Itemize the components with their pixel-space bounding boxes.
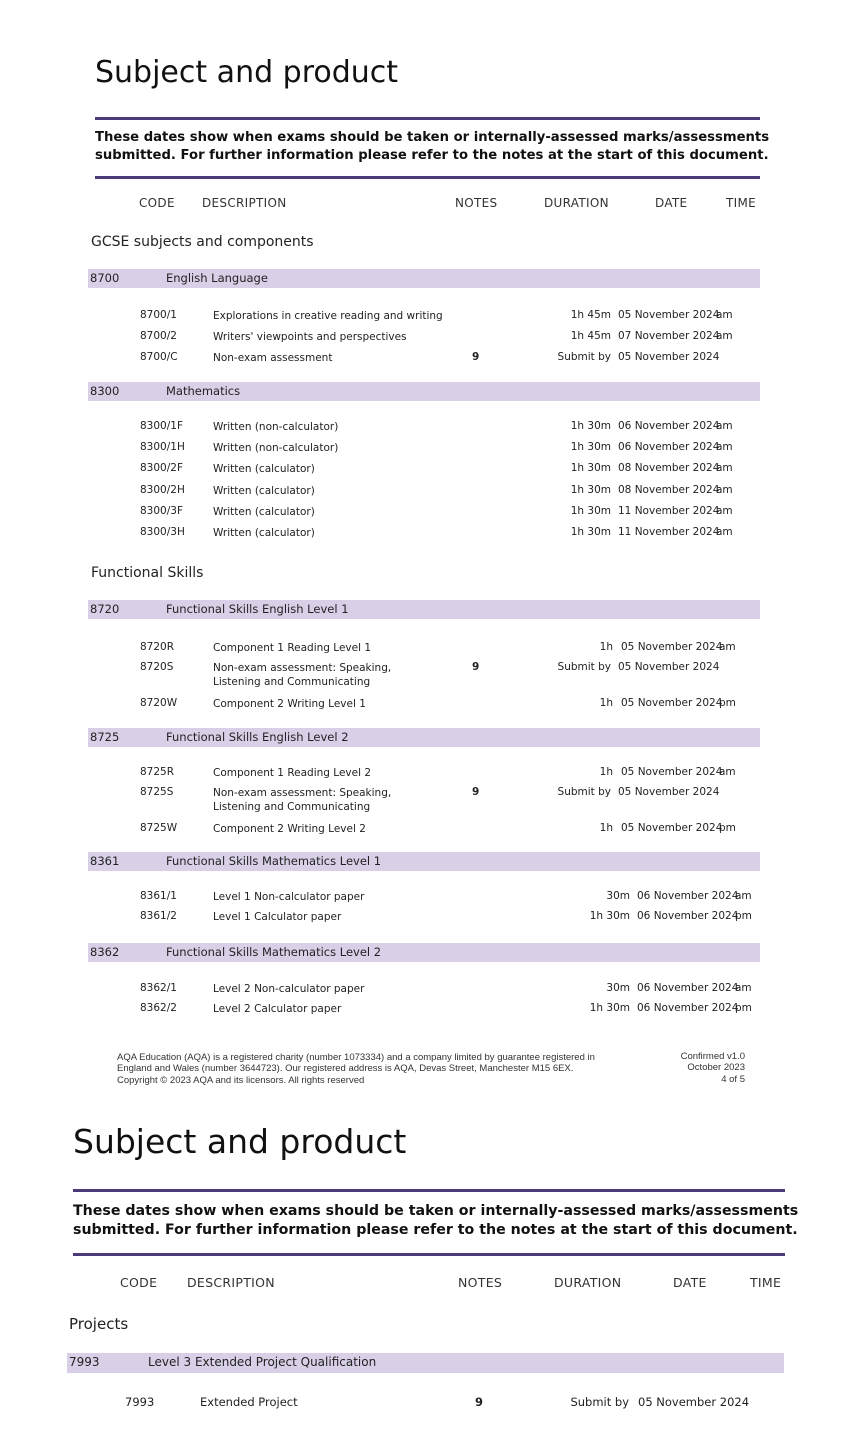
component-code: 8725W [140, 822, 178, 834]
component-description [213, 786, 391, 814]
component-duration: Submit by [557, 351, 611, 363]
component-duration: 1h [599, 766, 613, 778]
component-date: 05 November 2024 [638, 1395, 750, 1409]
subject-band [88, 728, 760, 747]
component-time: am [735, 982, 752, 994]
header-code: CODE [120, 1275, 158, 1290]
component-duration: 1h 30m [570, 462, 611, 474]
component-code: 8300/3H [140, 526, 185, 538]
component-duration: 1h 45m [570, 309, 611, 321]
component-code: 8362/2 [140, 1002, 177, 1014]
category-projects: Projects [69, 1315, 129, 1333]
header-description: DESCRIPTION [187, 1275, 275, 1290]
component-duration: Submit by [557, 786, 611, 798]
component-code: 8700/C [140, 351, 178, 363]
component-description: Component 1 Reading Level 1 [213, 642, 372, 654]
component-description: Written (non-calculator) [213, 421, 339, 433]
header-duration: DURATION [544, 196, 609, 210]
document-date: October 2023 [687, 1062, 745, 1074]
component-duration: 1h [599, 697, 613, 709]
footer-line-3: Copyright © 2023 AQA and its licensors. All rights reserved [117, 1074, 365, 1086]
intro-rule [95, 176, 760, 179]
component-notes: 9 [472, 786, 480, 798]
component-code: 8361/2 [140, 910, 177, 922]
component-time: am [716, 484, 733, 496]
description-line-2: Listening and Communicating [213, 801, 371, 814]
component-description: Component 2 Writing Level 1 [213, 698, 366, 710]
component-time: pm [719, 822, 736, 834]
component-duration: 30m [606, 890, 630, 902]
component-description: Written (calculator) [213, 463, 315, 475]
component-duration: 30m [606, 982, 630, 994]
header-date: DATE [655, 196, 688, 210]
component-date: 06 November 2024 [618, 441, 720, 453]
component-date: 06 November 2024 [618, 420, 720, 432]
component-description: Extended Project [200, 1395, 298, 1409]
component-duration: 1h 45m [570, 330, 611, 342]
component-code: 8700/2 [140, 330, 177, 342]
component-code: 8720W [140, 697, 178, 709]
subject-code: 8361 [90, 854, 120, 868]
component-description: Component 2 Writing Level 2 [213, 823, 366, 835]
component-duration: 1h 30m [570, 526, 611, 538]
component-description: Component 1 Reading Level 2 [213, 767, 372, 779]
subject-code: 8362 [90, 945, 120, 959]
header-code: CODE [139, 196, 175, 210]
component-time: pm [719, 697, 736, 709]
component-time: am [716, 505, 733, 517]
component-code: 8725S [140, 786, 174, 798]
page-title: Subject and product [73, 1122, 407, 1161]
header-duration: DURATION [554, 1275, 622, 1290]
component-time: am [716, 526, 733, 538]
subject-code: 8725 [90, 730, 120, 744]
document-status: Confirmed v1.0 [680, 1051, 745, 1062]
component-time: am [716, 441, 733, 453]
category-functional-skills: Functional Skills [91, 565, 204, 581]
component-code: 8300/1F [140, 420, 183, 432]
component-description: Level 1 Calculator paper [213, 911, 342, 923]
intro-line-1: These dates show when exams should be taken or internally-assessed marks/assessments [95, 130, 770, 145]
component-notes: 9 [475, 1395, 484, 1409]
component-date: 05 November 2024 [618, 309, 720, 321]
intro-rule [73, 1253, 785, 1256]
component-description: Written (calculator) [213, 485, 315, 497]
subject-code: 8700 [90, 271, 120, 285]
component-time: am [735, 890, 752, 902]
component-time: pm [735, 910, 752, 922]
component-date: 11 November 2024 [618, 505, 720, 517]
intro-text [95, 129, 769, 165]
subject-band [88, 943, 760, 962]
component-duration: 1h 30m [570, 420, 611, 432]
component-time: am [716, 420, 733, 432]
component-date: 05 November 2024 [618, 661, 720, 673]
component-duration: 1h 30m [570, 505, 611, 517]
component-date: 06 November 2024 [637, 890, 739, 902]
subject-name: Level 3 Extended Project Qualification [148, 1355, 377, 1369]
component-date: 11 November 2024 [618, 526, 720, 538]
component-duration: Submit by [557, 661, 611, 673]
header-time: TIME [726, 196, 757, 210]
component-date: 05 November 2024 [621, 822, 723, 834]
intro-text [73, 1202, 798, 1240]
component-time: am [716, 330, 733, 342]
intro-line-2: submitted. For further information please refer to the notes at the start of this document. [73, 1222, 798, 1239]
subject-band [88, 269, 760, 288]
description-line-1: Non-exam assessment: Speaking, [213, 787, 392, 799]
component-date: 08 November 2024 [618, 462, 720, 474]
subject-code: 8300 [90, 384, 120, 398]
header-date: DATE [673, 1275, 707, 1290]
subject-name: Functional Skills Mathematics Level 1 [166, 854, 382, 868]
title-rule [95, 117, 760, 120]
component-description: Written (calculator) [213, 527, 315, 539]
subject-band [88, 852, 760, 871]
component-description: Non-exam assessment [213, 352, 333, 364]
header-description: DESCRIPTION [202, 196, 287, 210]
description-line-2: Listening and Communicating [213, 676, 371, 689]
component-code: 8720R [140, 641, 175, 653]
subject-name: Functional Skills Mathematics Level 2 [166, 945, 382, 959]
component-description: Level 1 Non-calculator paper [213, 891, 365, 903]
component-code: 7993 [125, 1395, 155, 1409]
component-duration: 1h [599, 822, 613, 834]
header-notes: NOTES [455, 196, 498, 210]
component-time: am [716, 462, 733, 474]
subject-name: Mathematics [166, 384, 241, 398]
component-description: Explorations in creative reading and writing [213, 310, 443, 322]
component-description: Level 2 Non-calculator paper [213, 983, 365, 995]
component-code: 8725R [140, 766, 175, 778]
subject-code: 8720 [90, 602, 120, 616]
component-description [213, 661, 391, 689]
component-code: 8720S [140, 661, 174, 673]
component-code: 8700/1 [140, 309, 177, 321]
component-code: 8361/1 [140, 890, 177, 902]
component-code: 8300/3F [140, 505, 183, 517]
component-time: am [716, 309, 733, 321]
component-time: pm [735, 1002, 752, 1014]
component-code: 8300/1H [140, 441, 185, 453]
component-description: Level 2 Calculator paper [213, 1003, 342, 1015]
footer-status [681, 1051, 745, 1085]
component-code: 8300/2F [140, 462, 183, 474]
header-notes: NOTES [458, 1275, 503, 1290]
component-date: 07 November 2024 [618, 330, 720, 342]
page-number: 4 of 5 [721, 1073, 745, 1085]
category-gcse: GCSE subjects and components [91, 234, 314, 250]
intro-line-2: submitted. For further information please refer to the notes at the start of this document. [95, 147, 769, 163]
subject-name: English Language [166, 271, 268, 285]
component-code: 8362/1 [140, 982, 177, 994]
subject-band [88, 600, 760, 619]
footer-legal [117, 1052, 595, 1086]
subject-code: 7993 [69, 1355, 100, 1369]
header-time: TIME [750, 1275, 782, 1290]
footer-line-2: England and Wales (number 3644723). Our registered address is AQA, Devas Street, Manchester M15 6EX. [117, 1063, 574, 1075]
component-date: 05 November 2024 [621, 697, 723, 709]
component-date: 05 November 2024 [618, 351, 720, 363]
component-date: 06 November 2024 [637, 910, 739, 922]
component-date: 05 November 2024 [618, 786, 720, 798]
subject-name: Functional Skills English Level 1 [166, 602, 349, 616]
component-duration: 1h 30m [589, 910, 630, 922]
component-duration: 1h [599, 641, 613, 653]
component-duration: 1h 30m [589, 1002, 630, 1014]
component-duration: Submit by [570, 1395, 629, 1409]
component-date: 05 November 2024 [621, 766, 723, 778]
intro-line-1: These dates show when exams should be taken or internally-assessed marks/assessments [73, 1203, 799, 1219]
component-date: 06 November 2024 [637, 982, 739, 994]
subject-name: Functional Skills English Level 2 [166, 730, 349, 744]
component-duration: 1h 30m [570, 441, 611, 453]
page-title: Subject and product [95, 55, 399, 90]
component-code: 8300/2H [140, 484, 185, 496]
component-notes: 9 [472, 661, 480, 673]
component-description: Written (non-calculator) [213, 442, 339, 454]
subject-band [67, 1353, 784, 1373]
component-date: 08 November 2024 [618, 484, 720, 496]
component-date: 06 November 2024 [637, 1002, 739, 1014]
footer-line-1: AQA Education (AQA) is a registered charity (number 1073334) and a company limited by guarantee registered in [117, 1052, 595, 1063]
component-description: Writers' viewpoints and perspectives [213, 331, 407, 343]
subject-band [88, 382, 760, 401]
component-date: 05 November 2024 [621, 641, 723, 653]
component-notes: 9 [472, 351, 480, 363]
component-time: am [719, 766, 736, 778]
component-description: Written (calculator) [213, 506, 315, 518]
description-line-1: Non-exam assessment: Speaking, [213, 662, 392, 674]
title-rule [73, 1189, 785, 1192]
component-time: am [719, 641, 736, 653]
component-duration: 1h 30m [570, 484, 611, 496]
